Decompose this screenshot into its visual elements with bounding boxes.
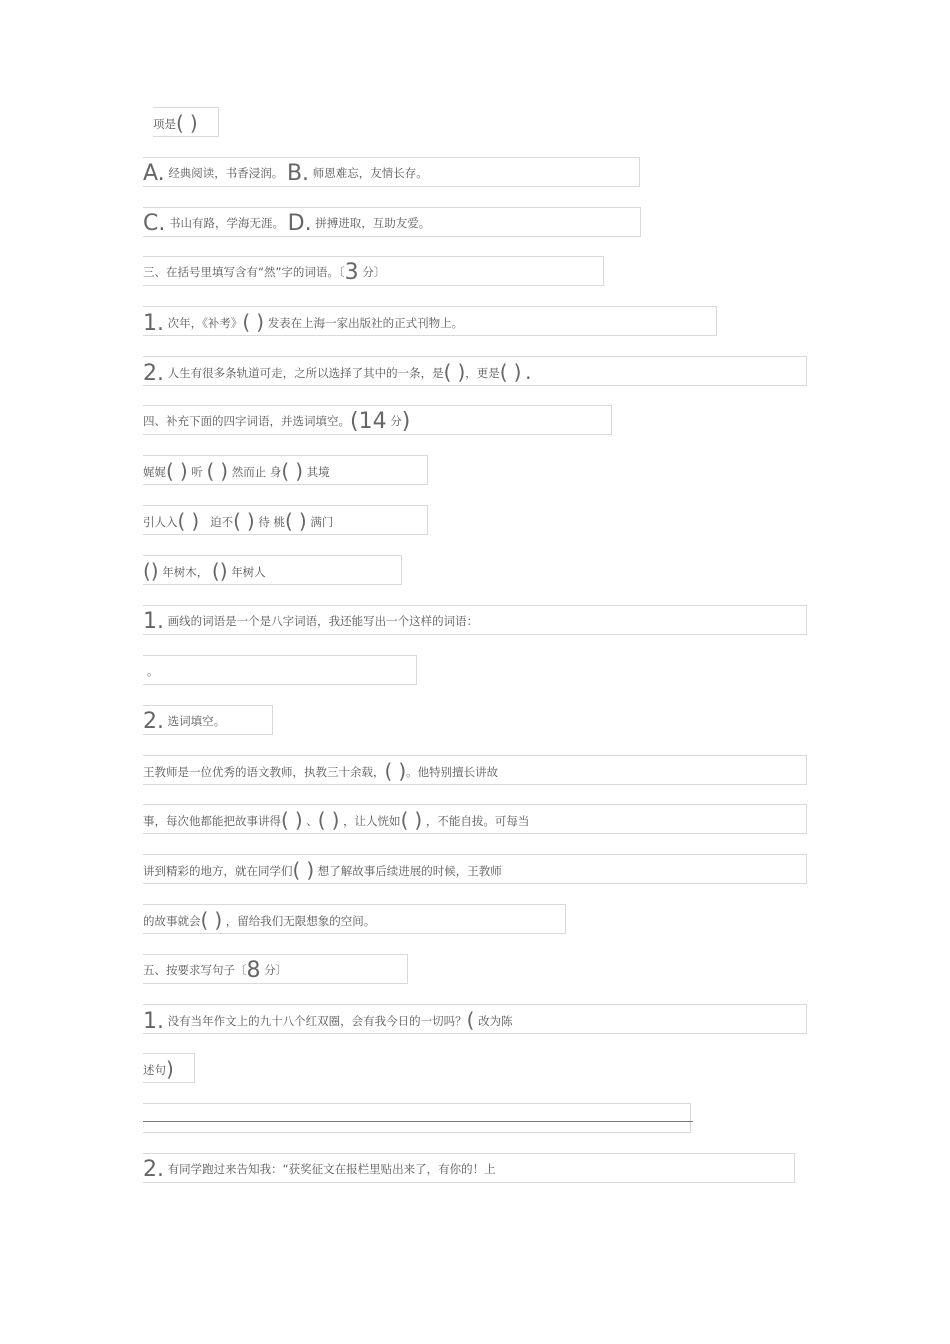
passage-line-1: 王教师是一位优秀的语文教师，执教三十余载，( )。他特别擅长讲故 xyxy=(143,755,807,785)
blank-paren: ( ) xyxy=(200,908,223,932)
section-3-heading: 三、在括号里填写含有“然”字的词语。〔3 分〕 xyxy=(143,256,604,286)
blank-paren: ( ) xyxy=(281,808,303,832)
section-5-question-2: 2. 有同学跑过来告知我：“获奖征文在报栏里贴出来了，有你的！上 xyxy=(143,1153,795,1183)
blank-paren: ( ) xyxy=(177,509,200,533)
answer-box xyxy=(143,1103,691,1133)
answer-underline xyxy=(143,1121,693,1122)
blank-paren: ( ) xyxy=(317,808,340,832)
passage-line-3: 讲到精彩的地方，就在同学们( ) 想了解故事后续进展的时候，王教师 xyxy=(143,854,807,884)
blank-paren: ( ) xyxy=(443,360,466,384)
idiom-row-1: 娓娓( ) 听 ( ) 然而止 身( ) 其境 xyxy=(143,455,428,485)
idiom-row-2: 引人入( ) 迫不( ) 待 桃( ) 满门 xyxy=(143,505,428,535)
passage-line-4: 的故事就会( ) ，留给我们无限想象的空间。 xyxy=(143,904,566,934)
passage-line-2: 事，每次他都能把故事讲得( ) 、( ) ，让人恍如( ) ，不能自拔。可每当 xyxy=(143,804,807,834)
options-ab: A. 经典阅读，书香浸润。 B. 师恩难忘，友情长存。 xyxy=(143,157,640,187)
blank-paren: ( ) xyxy=(206,459,229,483)
blank-paren: ( ) xyxy=(281,459,303,483)
blank-paren: ( ) xyxy=(384,759,407,783)
question-stem-end: 项是( ) xyxy=(153,107,219,137)
blank-paren: ( ) xyxy=(233,509,255,533)
blank-paren: ( ) xyxy=(176,111,198,135)
section-4-question-2: 2. 选词填空。 xyxy=(143,705,273,735)
blank-paren: ( ) xyxy=(285,509,307,533)
answer-line: 。 xyxy=(143,655,417,685)
section-3-question-1: 1. 次年，《补考》( ) 发表在上海一家出版社的正式刊物上。 xyxy=(143,306,717,336)
blank-paren: ( ) xyxy=(400,808,423,832)
blank-paren: ( ) xyxy=(499,360,522,384)
blank-paren: ( ) xyxy=(292,858,315,882)
options-cd: C. 书山有路，学海无涯。 D. 拼搏进取，互助友爱。 xyxy=(143,207,641,237)
section-5-question-1: 1. 没有当年作文上的九十八个红双圈，会有我今日的一切吗？( 改为陈 xyxy=(143,1004,807,1034)
section-3-question-2: 2. 人生有很多条轨道可走，之所以选择了其中的一条，是( )，更是( ) . xyxy=(143,356,807,386)
blank-paren: ( ) xyxy=(166,459,188,483)
idiom-row-3: () 年树木， () 年树人 xyxy=(143,555,402,585)
section-4-question-1: 1. 画线的词语是一个是八字词语，我还能写出一个这样的词语： xyxy=(143,605,807,635)
section-4-heading: 四、补充下面的四字词语，并选词填空。(14 分) xyxy=(143,405,612,435)
section-5-question-1-continued: 述句) xyxy=(143,1053,195,1083)
section-5-heading: 五、按要求写句子〔8 分〕 xyxy=(143,954,408,984)
blank-paren: ( ) xyxy=(242,310,265,334)
